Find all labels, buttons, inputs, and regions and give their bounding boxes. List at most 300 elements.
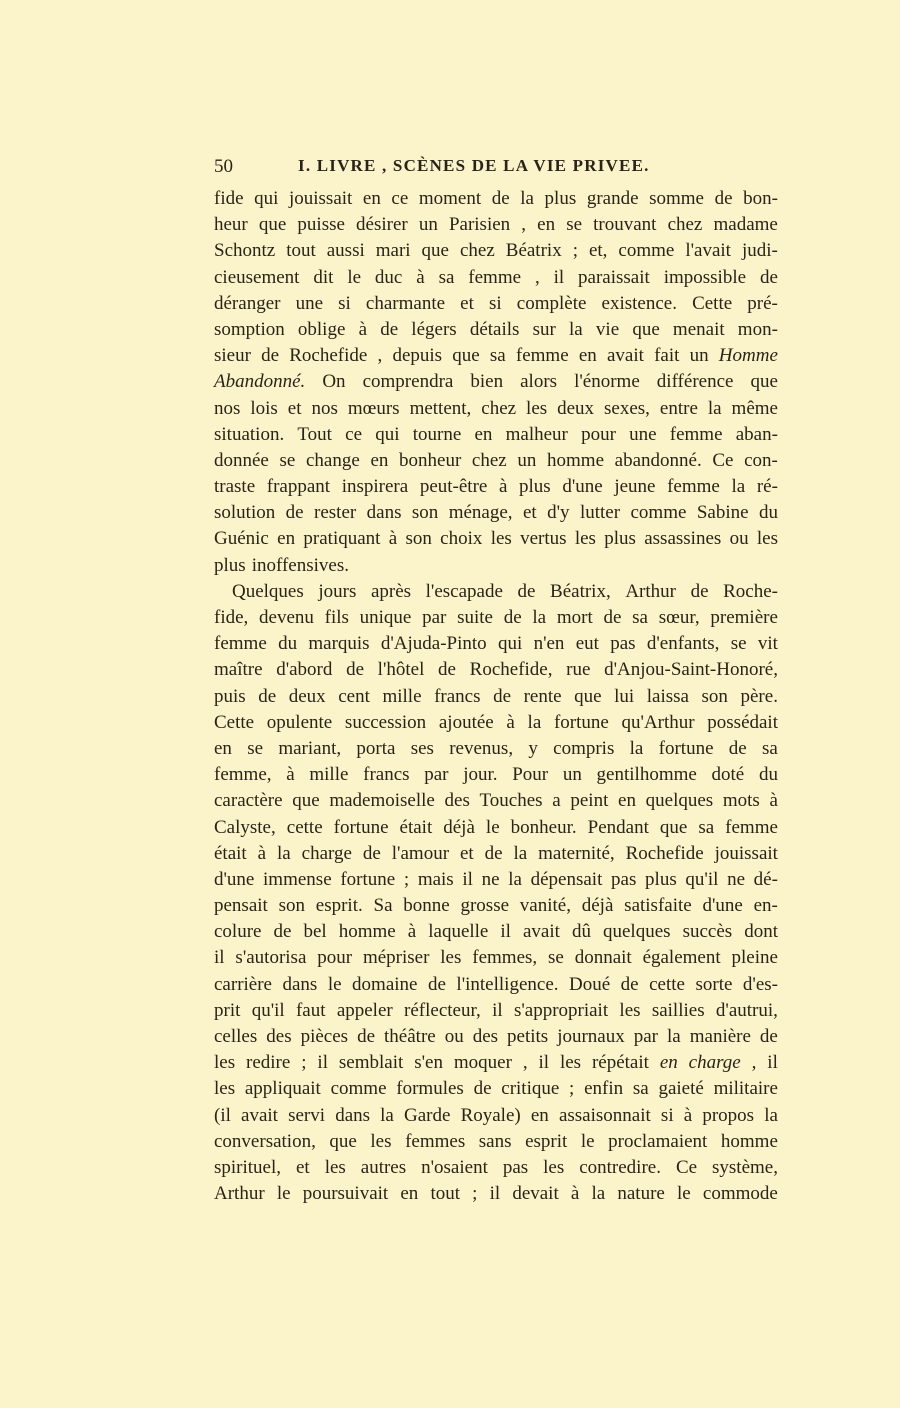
word: rester <box>314 502 357 524</box>
word: opulente <box>266 711 333 733</box>
word: à <box>769 790 778 812</box>
word: était <box>214 842 247 864</box>
word: Ce <box>712 449 734 471</box>
word: de <box>491 188 510 209</box>
word: de <box>714 188 733 209</box>
word: fide, <box>214 607 249 628</box>
word: en <box>578 345 597 367</box>
word: la <box>513 842 528 864</box>
word: fils <box>324 607 349 628</box>
word: l'hôtel <box>377 659 425 681</box>
word: , <box>534 266 540 288</box>
word: femme, <box>214 764 272 786</box>
word: à <box>257 842 267 864</box>
italic-word: Homme <box>718 345 778 367</box>
word: de <box>285 502 304 524</box>
word: il <box>538 1052 550 1074</box>
word: la <box>277 842 291 864</box>
word: fortune <box>333 816 389 838</box>
word: alors <box>520 371 558 393</box>
word: la <box>520 188 534 209</box>
word: de <box>620 973 639 995</box>
word: que <box>292 790 320 812</box>
word: vie <box>595 318 620 340</box>
word: la <box>764 1104 778 1126</box>
word: compris <box>553 737 615 759</box>
word: et <box>287 397 302 419</box>
word: fortune <box>658 737 714 759</box>
word: sœur, <box>658 607 700 628</box>
text-line <box>214 631 778 657</box>
word: après <box>370 580 412 602</box>
word: Doué <box>569 973 611 995</box>
word: de <box>690 580 709 602</box>
word: ou <box>729 528 749 550</box>
word: à <box>286 764 295 786</box>
word: semblait <box>338 1052 404 1074</box>
word: que <box>659 816 688 838</box>
word: vit <box>757 633 778 655</box>
word: son <box>701 685 728 707</box>
word: conversation, <box>214 1130 316 1152</box>
word: des <box>444 790 470 812</box>
word: spirituel, <box>214 1156 282 1178</box>
word: l'avait <box>685 240 731 262</box>
word: avait <box>606 345 644 367</box>
word: du <box>758 764 778 786</box>
word: menait <box>672 318 725 340</box>
word: impossible <box>663 266 747 288</box>
word: Rochefide <box>625 842 704 864</box>
word: pas <box>610 633 636 655</box>
word: mort <box>556 607 593 628</box>
word: de <box>362 842 381 864</box>
word: de <box>473 1078 492 1100</box>
word: pas <box>502 1156 529 1178</box>
word: une <box>295 292 324 314</box>
word: donnée <box>214 449 269 471</box>
word: Guénic <box>214 528 269 550</box>
word: en <box>214 737 232 759</box>
word: se <box>279 449 296 471</box>
word: femme <box>468 266 522 288</box>
word: autres <box>360 1156 407 1178</box>
word: plus <box>604 528 636 550</box>
word: rue <box>566 659 591 681</box>
word: quelques <box>603 921 671 943</box>
word: ; <box>569 1078 575 1100</box>
word: bonne <box>403 895 450 917</box>
word: et <box>460 292 474 314</box>
word: que <box>574 685 602 707</box>
word: de <box>427 973 446 995</box>
text-line <box>214 710 778 736</box>
word: s'appropriait <box>513 999 609 1021</box>
word: Ce <box>675 1156 698 1178</box>
word: même <box>731 397 778 419</box>
word: y <box>528 737 538 759</box>
word: gaieté <box>658 1078 704 1100</box>
text-line <box>214 972 778 998</box>
word: d'y <box>547 502 570 524</box>
page-number: 50 <box>214 156 233 177</box>
word: appeler <box>336 999 393 1021</box>
word: suite <box>457 607 493 628</box>
word: Royale) <box>460 1104 521 1126</box>
text-line <box>214 526 778 552</box>
word: à <box>506 711 515 733</box>
word: par <box>422 607 447 628</box>
word: avait <box>523 921 560 943</box>
word: le <box>276 1183 291 1205</box>
word: de <box>503 607 522 628</box>
word: que <box>258 214 287 236</box>
word: en <box>530 1104 549 1126</box>
word: succession <box>344 711 427 733</box>
word: Béatrix, <box>550 580 611 602</box>
word: dans <box>335 1104 371 1126</box>
word: désirer <box>356 214 408 236</box>
word: la <box>508 868 522 890</box>
text-line <box>214 265 778 291</box>
word: et, <box>588 240 608 262</box>
word: fortune <box>340 868 396 890</box>
word: ménage, <box>448 502 513 524</box>
word: en <box>537 214 556 236</box>
text-line <box>214 343 778 369</box>
word: femme <box>515 345 569 367</box>
word: plus <box>214 554 246 576</box>
word: mari <box>375 240 411 262</box>
word: déranger <box>214 292 281 314</box>
word: Schontz <box>214 240 276 262</box>
word: à <box>358 318 368 340</box>
word: esprit <box>525 1130 568 1152</box>
word: jour. <box>463 764 498 786</box>
word: porta <box>356 737 396 759</box>
word: lutter <box>579 502 621 524</box>
word: eut <box>575 633 599 655</box>
word: de <box>346 659 364 681</box>
word: homme <box>720 1130 778 1152</box>
word: sa <box>762 737 778 759</box>
word: Rochefide, <box>469 659 553 681</box>
word: dépensait <box>530 868 603 890</box>
word: On <box>322 371 346 393</box>
word: par <box>633 1026 659 1047</box>
word: sorte <box>695 973 733 995</box>
word: un <box>689 345 709 367</box>
word: maître <box>214 659 263 681</box>
word: nos <box>214 397 241 419</box>
word: à <box>388 528 398 550</box>
word: d'enfants, <box>646 633 720 655</box>
word: pour <box>317 947 353 969</box>
word: que <box>421 240 449 262</box>
word: maternité, <box>538 842 615 864</box>
word: devenu <box>259 607 314 628</box>
word: lui <box>614 685 635 707</box>
italic-word: Abandonné. <box>214 371 306 393</box>
word: en <box>370 449 389 471</box>
word: n'osaient <box>421 1156 488 1178</box>
word: charge <box>301 842 352 864</box>
word: de <box>517 580 536 602</box>
word: Béatrix <box>505 240 562 262</box>
word: le <box>327 973 342 995</box>
word: il <box>317 1052 328 1074</box>
word: devait <box>512 1183 559 1205</box>
word: s'autorisa <box>235 947 307 969</box>
text-line <box>214 684 778 710</box>
text-line <box>214 736 778 762</box>
word: se <box>566 214 583 236</box>
word: l'escapade <box>425 580 503 602</box>
word: jeune <box>614 476 656 498</box>
word: servi <box>288 1104 326 1126</box>
word: qui <box>375 423 400 445</box>
word: abandonné. <box>614 449 702 471</box>
word: sexes, <box>604 397 650 419</box>
text-line <box>214 1129 778 1155</box>
word: Cette <box>692 292 733 314</box>
word: lois <box>250 397 278 419</box>
word: d'autrui, <box>715 999 778 1021</box>
word: mais <box>417 868 454 890</box>
word: la <box>629 737 644 759</box>
word: Cette <box>214 711 255 733</box>
italic-word: en <box>659 1052 678 1074</box>
word: déjà <box>443 816 475 838</box>
word: assassines <box>644 528 722 550</box>
word: qu'il <box>685 868 719 890</box>
word: qui <box>497 633 523 655</box>
word: il <box>500 921 511 943</box>
word: deux <box>557 397 595 419</box>
word: femme <box>669 423 723 445</box>
word: la <box>569 318 583 340</box>
word: poursuivait <box>302 1183 389 1205</box>
word: sa <box>489 345 506 367</box>
word: militaire <box>713 1078 778 1100</box>
word: femme <box>667 476 720 498</box>
word: aban- <box>735 423 778 445</box>
word: différence <box>656 371 734 393</box>
text-line <box>214 212 778 238</box>
word: plus <box>544 188 577 209</box>
word: solution <box>214 502 276 524</box>
word: se <box>730 633 747 655</box>
word: assaisonnait <box>558 1104 651 1126</box>
word: somme <box>649 188 704 209</box>
italic-word: , <box>751 1052 757 1074</box>
word: propos <box>702 1104 755 1126</box>
word: il <box>553 266 565 288</box>
word: malheur <box>505 423 568 445</box>
word: mon- <box>737 318 778 340</box>
word: mœurs <box>347 397 400 419</box>
word: dont <box>744 921 778 943</box>
word: peut-être <box>419 476 488 498</box>
word: son <box>405 528 432 550</box>
word: comme <box>330 1078 387 1100</box>
word: chez <box>481 397 517 419</box>
word: redire <box>246 1052 291 1074</box>
word: d'une <box>562 476 603 498</box>
word: bien <box>470 371 504 393</box>
word: a <box>552 790 561 812</box>
word: domaine <box>352 973 418 995</box>
word: cette <box>649 973 685 995</box>
word: paraissait <box>578 266 650 288</box>
word: succès <box>682 921 733 943</box>
word: plus <box>519 476 551 498</box>
text-line <box>214 1103 778 1129</box>
word: un <box>562 764 582 786</box>
word: son <box>411 502 439 524</box>
word: existence. <box>601 292 677 314</box>
word: revenus, <box>449 737 514 759</box>
word: qu'il <box>251 999 285 1021</box>
word: appliquait <box>244 1078 321 1100</box>
word: de <box>380 318 399 340</box>
word: d'une <box>214 868 255 890</box>
text-line <box>214 186 778 212</box>
word: bon- <box>743 188 778 209</box>
word: journaux <box>557 1026 625 1047</box>
text-line <box>214 553 778 579</box>
word: de <box>493 685 512 707</box>
word: la <box>532 607 547 628</box>
running-title: I. LIVRE , SCÈNES DE LA VIE PRIVEE. <box>298 156 650 175</box>
word: Parisien <box>448 214 511 236</box>
word: la <box>707 397 722 419</box>
word: heur <box>214 214 248 236</box>
word: Pour <box>512 764 549 786</box>
word: il <box>489 1183 501 1205</box>
word: formules <box>396 1078 464 1100</box>
word: inspirera <box>341 476 409 498</box>
word: sa <box>438 266 455 288</box>
word: saillies <box>651 999 705 1021</box>
word: con- <box>744 449 778 471</box>
word: gentilhomme <box>596 764 697 786</box>
text-line <box>214 867 778 893</box>
text-line <box>214 369 778 395</box>
word: jours <box>318 580 357 602</box>
word: marquis <box>308 633 370 655</box>
word: situation. <box>214 423 285 445</box>
word: ce <box>391 188 409 209</box>
word: les <box>619 999 641 1021</box>
word: d'es- <box>742 973 778 995</box>
word: à <box>570 1183 580 1205</box>
word: Sabine <box>696 502 749 524</box>
text-line <box>214 317 778 343</box>
word: chez <box>471 449 507 471</box>
word: les <box>559 1052 582 1074</box>
word: bonheur. <box>510 816 577 838</box>
word: quelques <box>645 790 714 812</box>
word: chez <box>667 214 703 236</box>
word: il <box>462 868 473 890</box>
word: mettent, <box>409 397 472 419</box>
word: madame <box>713 214 778 236</box>
word: si <box>488 292 502 314</box>
word: esprit. <box>315 895 363 917</box>
word: francs <box>363 764 410 786</box>
word: les <box>756 528 778 550</box>
word: jouissait <box>714 842 778 864</box>
word: la <box>731 476 746 498</box>
word: , <box>522 1052 528 1074</box>
text-line <box>214 788 778 814</box>
word: que <box>750 371 778 393</box>
word: en <box>277 528 296 550</box>
word: bel <box>303 921 327 943</box>
word: change <box>305 449 360 471</box>
word: en <box>362 188 381 209</box>
word: et <box>296 1156 310 1178</box>
text-line <box>214 238 778 264</box>
word: de <box>273 921 292 943</box>
word: plus <box>645 868 677 890</box>
word: le <box>677 1183 691 1205</box>
word: un <box>517 449 537 471</box>
word: à <box>498 476 508 498</box>
word: sa <box>698 816 715 838</box>
word: qui <box>254 188 279 209</box>
word: possédait <box>707 711 778 733</box>
word: des <box>266 1026 292 1047</box>
word: oblige <box>297 318 346 340</box>
word: Pendant <box>587 816 649 838</box>
word: chez <box>459 240 495 262</box>
word: théâtre <box>384 1026 436 1047</box>
word: fortune <box>553 711 609 733</box>
word: doté <box>711 764 745 786</box>
word: ; <box>472 1183 478 1205</box>
word: carrière <box>214 973 272 995</box>
word: si <box>338 292 351 314</box>
word: femme <box>725 816 778 838</box>
text-line <box>214 1024 778 1050</box>
word: depuis <box>392 345 443 367</box>
word: il <box>767 1052 778 1074</box>
word: cent <box>338 685 370 707</box>
word: trouvant <box>593 214 657 236</box>
word: pleine <box>731 947 778 969</box>
word: moment <box>418 188 482 209</box>
word: choix <box>440 528 483 550</box>
word: contredire. <box>579 1156 661 1178</box>
word: sieur <box>214 345 251 367</box>
word: comme <box>630 502 687 524</box>
italic-word: charge <box>688 1052 741 1074</box>
word: du <box>759 502 778 524</box>
word: en <box>400 1183 419 1205</box>
word: d'abord <box>276 659 333 681</box>
word: que <box>329 1130 357 1152</box>
word: ce <box>345 423 363 445</box>
word: de <box>261 345 280 367</box>
word: ; <box>403 868 410 890</box>
word: les <box>574 528 596 550</box>
text-line <box>214 1181 778 1207</box>
word: dans <box>366 502 402 524</box>
word: d'une <box>702 895 743 917</box>
word: caractère <box>214 790 283 812</box>
